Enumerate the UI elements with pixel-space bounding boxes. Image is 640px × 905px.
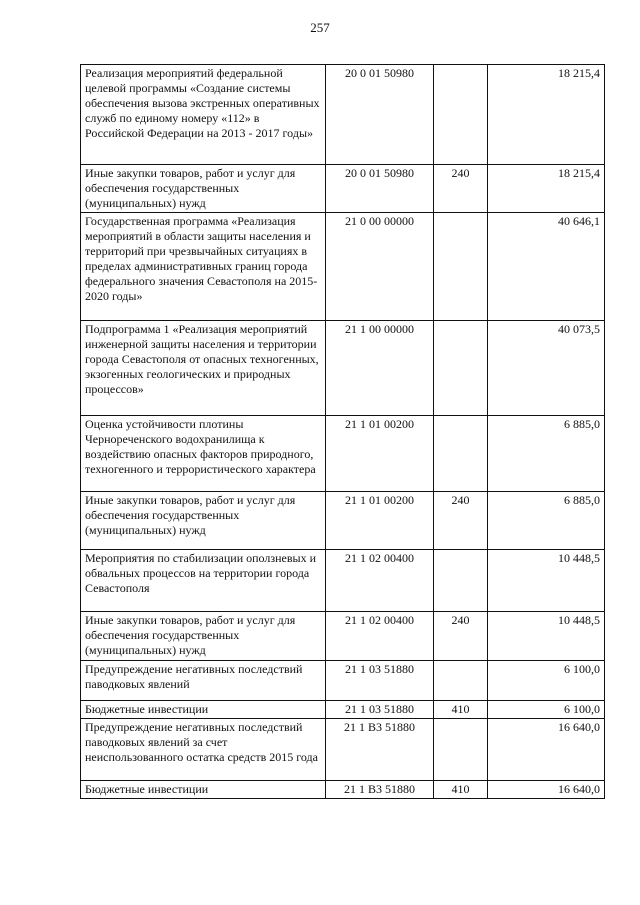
row-amount: 10 448,5 xyxy=(488,550,605,612)
row-amount: 6 100,0 xyxy=(488,701,605,719)
row-amount: 6 885,0 xyxy=(488,492,605,550)
row-code: 20 0 01 50980 xyxy=(326,165,434,213)
row-amount: 16 640,0 xyxy=(488,719,605,781)
row-name: Предупреждение негативных последствий паводковых явлений xyxy=(81,661,326,701)
page-number: 257 xyxy=(310,20,330,35)
row-name: Государственная программа «Реализация мероприятий в области защиты населения и территорий при чрезвычайных ситуациях в пределах административных границ города федерального значения Севастополя на 2015-2020 годы» xyxy=(81,213,326,321)
row-expense-type: 410 xyxy=(434,701,488,719)
row-name: Предупреждение негативных последствий паводковых явлений за счет неиспользованного остатка средств 2015 года xyxy=(81,719,326,781)
row-expense-type: 410 xyxy=(434,781,488,799)
row-code: 20 0 01 50980 xyxy=(326,65,434,165)
row-name: Подпрограмма 1 «Реализация мероприятий инженерной защиты населения и территории города Севастополя от опасных техногенных, экзогенных геологических и природных процессов» xyxy=(81,321,326,416)
row-amount: 18 215,4 xyxy=(488,65,605,165)
row-code: 21 1 01 00200 xyxy=(326,492,434,550)
table-row xyxy=(81,416,605,492)
table-row xyxy=(81,661,605,701)
row-expense-type xyxy=(434,213,488,321)
row-expense-type xyxy=(434,550,488,612)
table-row xyxy=(81,321,605,416)
row-name: Реализация мероприятий федеральной целевой программы «Создание системы обеспечения вызова экстренных оперативных служб по единому номеру «112» в Российской Федерации на 2013 - 2017 годы» xyxy=(81,65,326,165)
row-name: Мероприятия по стабилизации оползневых и обвальных процессов на территории города Севастополя xyxy=(81,550,326,612)
table-row xyxy=(81,165,605,213)
row-expense-type xyxy=(434,661,488,701)
row-code: 21 1 B3 51880 xyxy=(326,781,434,799)
row-amount: 6 100,0 xyxy=(488,661,605,701)
row-code: 21 1 B3 51880 xyxy=(326,719,434,781)
table-row xyxy=(81,65,605,165)
row-expense-type xyxy=(434,416,488,492)
row-code: 21 1 01 00200 xyxy=(326,416,434,492)
row-amount: 18 215,4 xyxy=(488,165,605,213)
row-name: Иные закупки товаров, работ и услуг для обеспечения государственных (муниципальных) нужд xyxy=(81,165,326,213)
table-row xyxy=(81,701,605,719)
row-code: 21 0 00 00000 xyxy=(326,213,434,321)
row-expense-type xyxy=(434,321,488,416)
row-expense-type: 240 xyxy=(434,492,488,550)
table-row xyxy=(81,719,605,781)
row-expense-type xyxy=(434,719,488,781)
row-code: 21 1 02 00400 xyxy=(326,612,434,661)
row-name: Иные закупки товаров, работ и услуг для обеспечения государственных (муниципальных) нужд xyxy=(81,612,326,661)
table-row xyxy=(81,612,605,661)
row-name: Иные закупки товаров, работ и услуг для обеспечения государственных (муниципальных) нужд xyxy=(81,492,326,550)
row-code: 21 1 02 00400 xyxy=(326,550,434,612)
row-amount: 10 448,5 xyxy=(488,612,605,661)
row-amount: 40 073,5 xyxy=(488,321,605,416)
row-code: 21 1 03 51880 xyxy=(326,701,434,719)
row-expense-type xyxy=(434,65,488,165)
row-amount: 6 885,0 xyxy=(488,416,605,492)
table-row xyxy=(81,492,605,550)
row-expense-type: 240 xyxy=(434,612,488,661)
row-code: 21 1 00 00000 xyxy=(326,321,434,416)
row-name: Бюджетные инвестиции xyxy=(81,701,326,719)
table-row xyxy=(81,550,605,612)
row-name: Оценка устойчивости плотины Чернореченского водохранилища к воздействию опасных факторов природного, техногенного и террористического характера xyxy=(81,416,326,492)
row-amount: 40 646,1 xyxy=(488,213,605,321)
row-amount: 16 640,0 xyxy=(488,781,605,799)
row-name: Бюджетные инвестиции xyxy=(81,781,326,799)
budget-table xyxy=(80,64,605,799)
table-row xyxy=(81,213,605,321)
row-expense-type: 240 xyxy=(434,165,488,213)
table-row xyxy=(81,781,605,799)
row-code: 21 1 03 51880 xyxy=(326,661,434,701)
